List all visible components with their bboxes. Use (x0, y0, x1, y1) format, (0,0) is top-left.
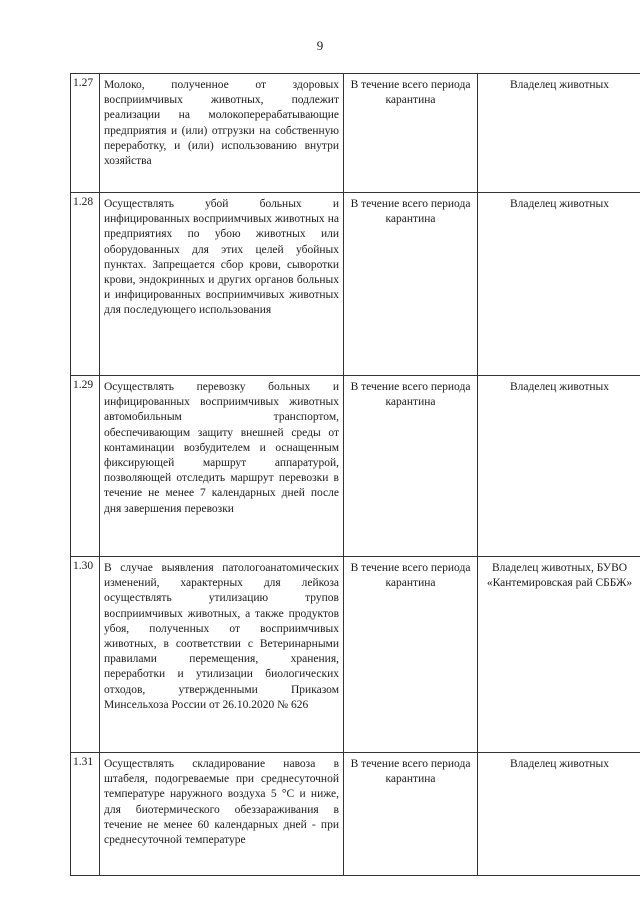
measure-term: В течение всего периода карантина (344, 193, 478, 376)
table-row (71, 557, 640, 753)
row-number: 1.31 (71, 753, 100, 876)
measure-text: Молоко, полученное от здоровых восприимчивых животных, подлежит реализации на молокоперерабатывающие предприятия и (или) отгрузки на собственную переработку, и (или) использованию внутри хозяйства (100, 74, 344, 193)
table-row (71, 193, 640, 376)
measure-term: В течение всего периода карантина (344, 74, 478, 193)
measure-responsible: Владелец животных, БУВО «Кантемировская рай СББЖ» (478, 557, 640, 753)
table-row (71, 753, 640, 876)
page-number: 9 (316, 38, 324, 53)
measure-text: В случае выявления патологоанатомических изменений, характерных для лейкоза осуществлять утилизацию трупов восприимчивых животных, а также продуктов убоя, полученных от восприимчивых животных, в соответствии с Ветеринарными правилами перемещения, хранения, переработки и утилизации биологических отходов, утвержденными Приказом Минсельхоза России от 26.10.2020 № 626 (100, 557, 344, 753)
row-number: 1.30 (71, 557, 100, 753)
row-number: 1.29 (71, 376, 100, 557)
table-row (71, 376, 640, 557)
measure-term: В течение всего периода карантина (344, 376, 478, 557)
measure-term: В течение всего периода карантина (344, 557, 478, 753)
measure-term: В течение всего периода карантина (344, 753, 478, 876)
measure-text: Осуществлять перевозку больных и инфицированных восприимчивых животных автомобильным транспортом, обеспечивающим защиту внешней среды от контаминации возбудителем и оснащенным фиксирующей маршрут аппаратурой, позволяющей отследить маршрут перевозки в течение не менее 7 календарных дней после дня завершения перевозки (100, 376, 344, 557)
row-number: 1.28 (71, 193, 100, 376)
measure-responsible: Владелец животных (478, 74, 640, 193)
measures-table (70, 73, 640, 876)
row-number: 1.27 (71, 74, 100, 193)
measure-responsible: Владелец животных (478, 193, 640, 376)
measure-responsible: Владелец животных (478, 753, 640, 876)
measure-responsible: Владелец животных (478, 376, 640, 557)
measure-text: Осуществлять убой больных и инфицированных восприимчивых животных на предприятиях по убою животных или оборудованных для этих целей убойных пунктах. Запрещается сбор крови, сыворотки крови, эндокринных и других органов больных и инфицированных восприимчивых животных для последующего использования (100, 193, 344, 376)
measure-text: Осуществлять складирование навоза в штабеля, подогреваемые при среднесуточной температуре наружного воздуха 5 °С и ниже, для биотермического обеззараживания в течение не менее 60 календарных дней - при среднесуточной температуре (100, 753, 344, 876)
table-row (71, 74, 640, 193)
